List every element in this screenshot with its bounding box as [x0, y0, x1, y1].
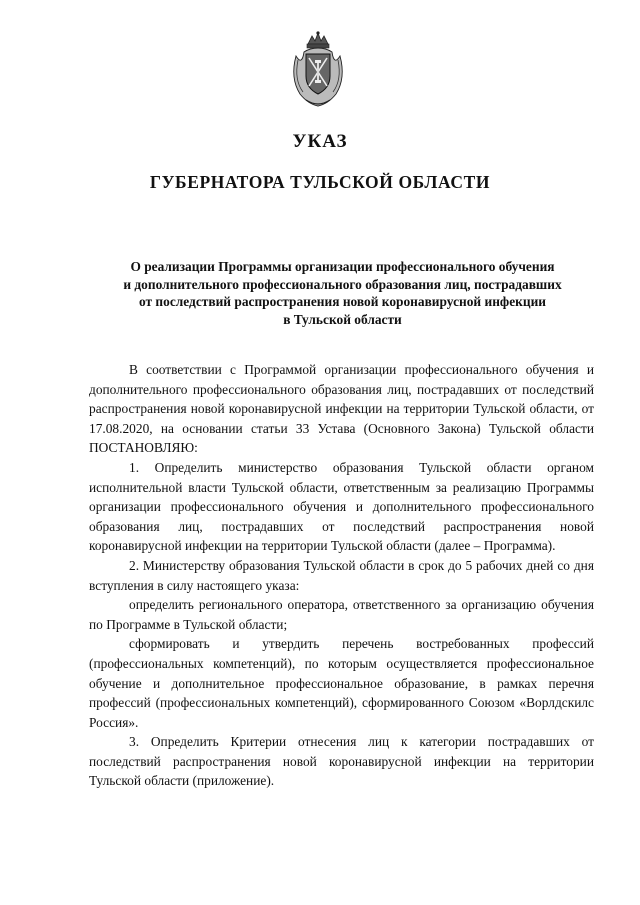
body-paragraph-item-3: 3. Определить Критерии отнесения лиц к категории пострадавших от последствий распространения новой коронавирусной инфекции на территории Тульской области (приложение). [89, 734, 594, 789]
body-paragraph-preamble: В соответствии с Программой организации профессионального обучения и дополнительного профессионального образования лиц, пострадавших от последствий распространения новой коронавирусной инфекции на территории Тульской области, от 17.08.2020, на основании статьи 33 Устава (Основного Закона) Тульской области ПОСТАНОВЛЯЮ: [89, 362, 594, 456]
decree-subject [90, 258, 595, 328]
body-paragraph-item-1: 1. Определить министерство образования Тульской области органом исполнительной власти Тульской области, ответственным за реализацию Программы организации профессионального обучения и дополнительного профессионального образования лиц, пострадавших от последствий распространения новой коронавирусной инфекции на территории Тульской области (далее – Программа). [89, 459, 594, 554]
subject-line: и дополнительного профессионального образования лиц, пострадавших [123, 276, 562, 292]
decree-title: УКАЗ [292, 131, 348, 152]
body-paragraph-item-2-a: определить регионального оператора, ответственного за организацию обучения по Программе в Тульской области; [89, 597, 594, 632]
subject-line: в Тульской области [283, 311, 402, 327]
body-paragraph-item-2: 2. Министерству образования Тульской области в срок до 5 рабочих дней со дня вступления в силу настоящего указа: [89, 557, 594, 593]
subject-line: О реализации Программы организации профессионального обучения [130, 259, 555, 274]
decree-body [89, 360, 594, 791]
body-paragraph-item-2-b: сформировать и утвердить перечень востребованных профессий (профессиональных компетенций), по которым осуществляется профессиональное обучение и дополнительное профессиональное образование, в рамках перечня профессий (профессиональных компетенций), сформированного Союзом «Ворлдскилс Россия». [89, 636, 594, 730]
tula-coat-of-arms-icon [286, 30, 350, 108]
subject-line: от последствий распространения новой коронавирусной инфекции [138, 294, 546, 309]
decree-issuer: ГУБЕРНАТОРА ТУЛЬСКОЙ ОБЛАСТИ [149, 172, 491, 192]
